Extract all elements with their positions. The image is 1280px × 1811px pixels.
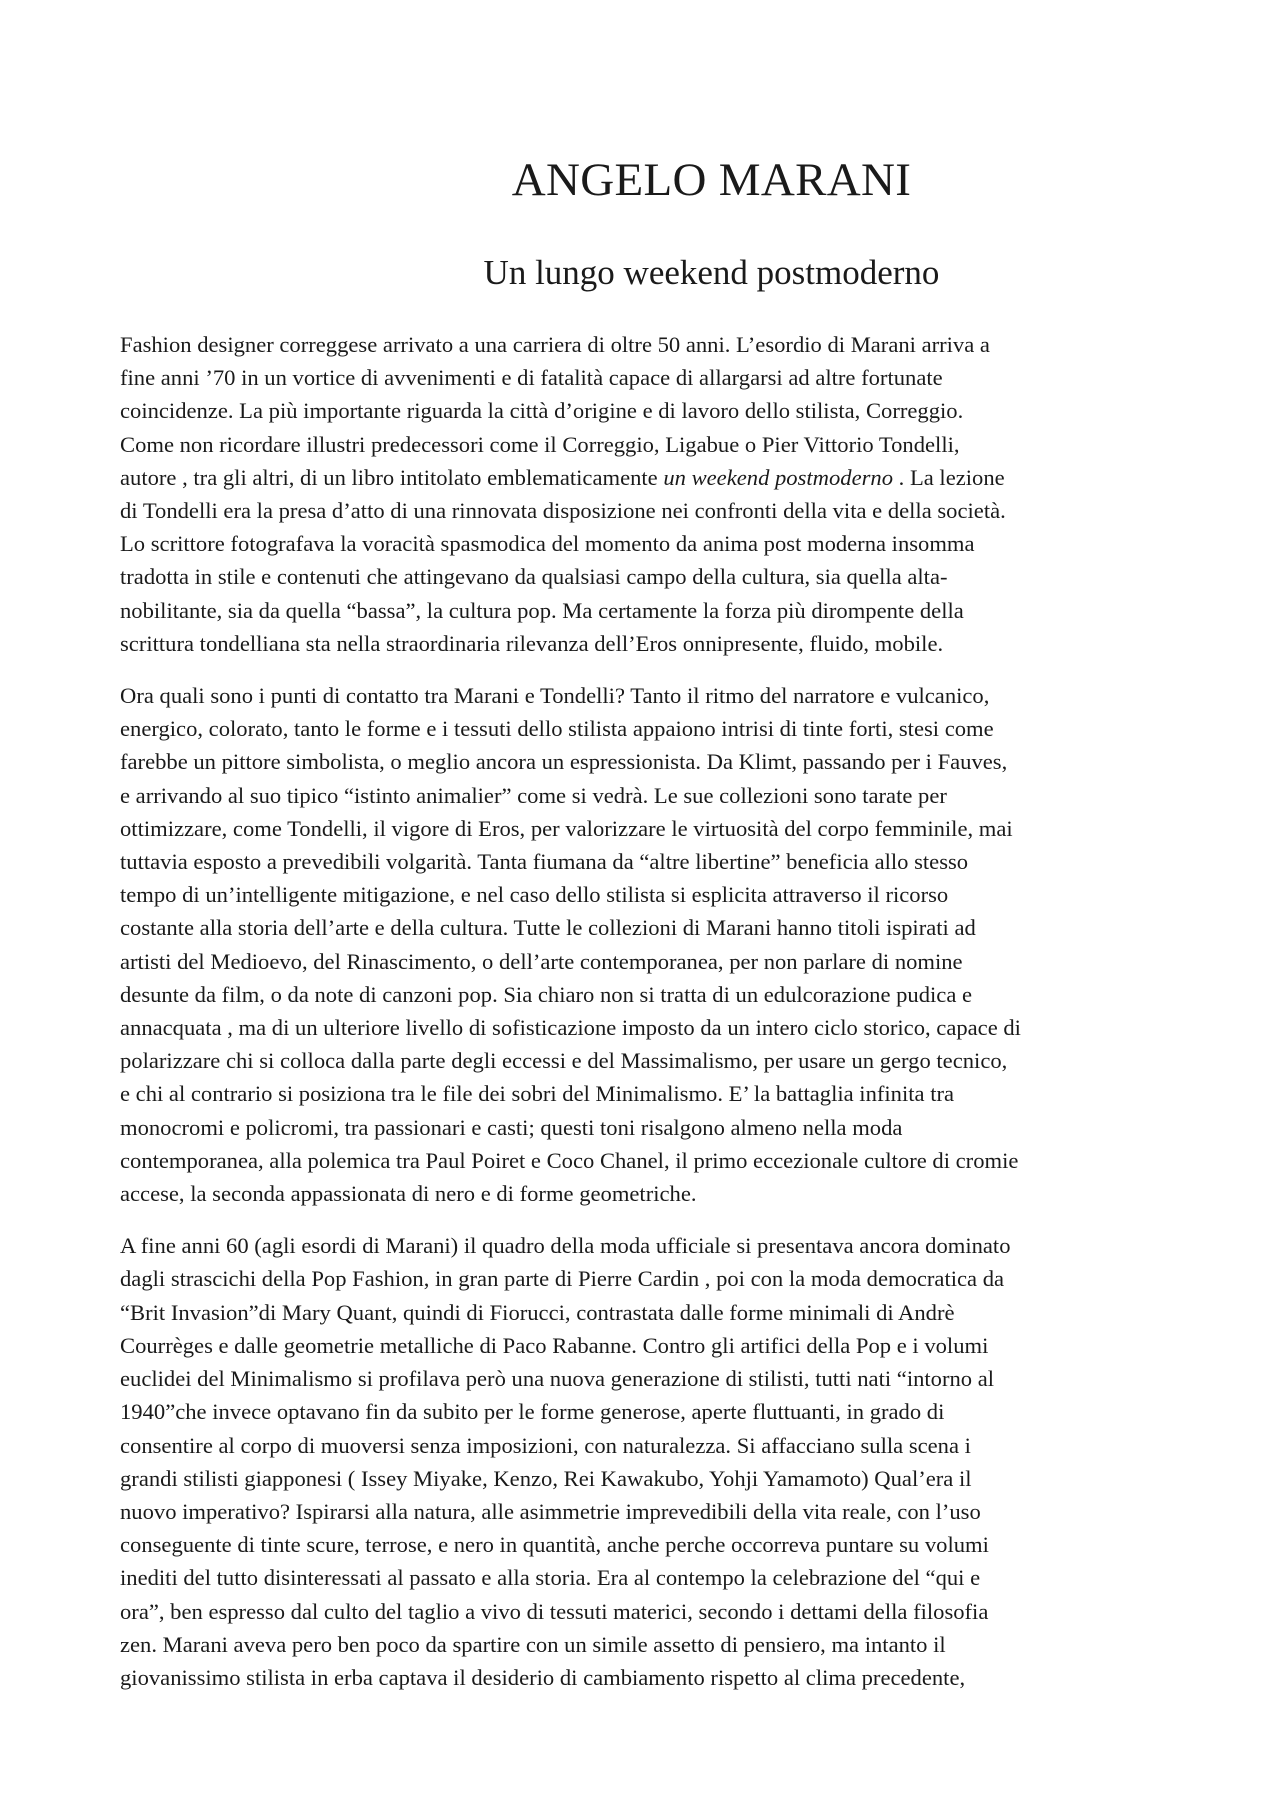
text-line: tempo di un’intelligente mitigazione, e nel caso dello stilista si esplicita attraverso il ricorso [120, 882, 949, 908]
text-line: scrittura tondelliana sta nella straordinaria rilevanza dell’Eros onnipresente, fluido, mobile. [120, 630, 944, 656]
text-line: nuovo imperativo? Ispirarsi alla natura, alle asimmetrie imprevedibili della vita reale, con l’uso [120, 1498, 981, 1524]
text-line: 1940”che invece optavano fin da subito per le forme generose, aperte fluttuanti, in grado di [120, 1399, 945, 1425]
text-line: costante alla storia dell’arte e della cultura. Tutte le collezioni di Marani hanno titoli ispirati ad [120, 915, 976, 941]
document-title: ANGELO MARANI [511, 154, 912, 206]
text-line: A fine anni 60 (agli esordi di Marani) il quadro della moda ufficiale si presentava ancora dominato [120, 1233, 1011, 1259]
article-body [120, 328, 1165, 1713]
text-line: Lo scrittore fotografava la voracità spasmodica del momento da anima post moderna insomma [120, 531, 975, 557]
text-line: grandi stilisti giapponesi ( Issey Miyake, Kenzo, Rei Kawakubo, Yohji Yamamoto) Qual’era il [120, 1465, 972, 1491]
text-line: ora”, ben espresso dal culto del taglio a vivo di tessuti materici, secondo i dettami della filosofia [120, 1598, 989, 1624]
text-line: energico, colorato, tanto le forme e i tessuti dello stilista appaiono intrisi di tinte forti, stesi come [120, 716, 994, 742]
text-line: desunte da film, o da note di canzoni pop. Sia chiaro non si tratta di un edulcorazione pudica e [120, 981, 973, 1007]
text-line: Fashion designer correggese arrivato a una carriera di oltre 50 anni. L’esordio di Marani arriva a [120, 332, 990, 357]
text-line: inediti del tutto disinteressati al passato e alla storia. Era al contempo la celebrazione del “qui e [120, 1565, 981, 1591]
text-line: ottimizzare, come Tondelli, il vigore di Eros, per valorizzare le virtuosità del corpo femminile, mai [120, 815, 1013, 841]
text-line: euclidei del Minimalismo si profilava però una nuova generazione di stilisti, tutti nati “intorno al [120, 1366, 995, 1392]
text-line: polarizzare chi si colloca dalla parte degli eccessi e del Massimalismo, per usare un gergo tecnico, [120, 1048, 1008, 1074]
document-subtitle: Un lungo weekend postmoderno [483, 253, 940, 292]
text-line: giovanissimo stilista in erba captava il desiderio di cambiamento rispetto al clima precedente, [120, 1664, 966, 1690]
text-line: fine anni ’70 in un vortice di avvenimenti e di fatalità capace di allargarsi ad altre fortunate [120, 365, 943, 391]
text-line: conseguente di tinte scure, terrose, e nero in quantità, anche perche occorreva puntare su volumi [120, 1532, 989, 1558]
text-line: e chi al contrario si posiziona tra le file dei sobri del Minimalismo. E’ la battaglia infinita tra [120, 1081, 955, 1107]
text-line: nobilitante, sia da quella “bassa”, la cultura pop. Ma certamente la forza più dirompente della [120, 597, 964, 623]
text-line: contemporanea, alla polemica tra Paul Poiret e Coco Chanel, il primo eccezionale cultore di cromie [120, 1147, 1019, 1173]
paragraph-3 [120, 1229, 1165, 1694]
text-line: di Tondelli era la presa d’atto di una rinnovata disposizione nei confronti della vita e della società. [120, 498, 1006, 524]
text-line: Come non ricordare illustri predecessori come il Correggio, Ligabue o Pier Vittorio Tondelli, [120, 431, 960, 457]
text-line: consentire al corpo di muoversi senza imposizioni, con naturalezza. Si affacciano sulla scena i [120, 1432, 971, 1458]
text-segment: . La lezione [893, 464, 1005, 490]
text-line: farebbe un pittore simbolista, o meglio ancora un espressionista. Da Klimt, passando per i Fauves, [120, 749, 1008, 775]
text-line: “Brit Invasion”di Mary Quant, quindi di Fiorucci, contrastata dalle forme minimali di Andrè [120, 1299, 955, 1325]
text-line-with-italic [120, 461, 1165, 494]
text-line: artisti del Medioevo, del Rinascimento, o dell’arte contemporanea, per non parlare di nomine [120, 948, 963, 974]
text-line: tuttavia esposto a prevedibili volgarità. Tanta fiumana da “altre libertine” beneficia allo stesso [120, 849, 969, 875]
text-line: zen. Marani aveva pero ben poco da spartire con un simile assetto di pensiero, ma intanto il [120, 1631, 946, 1657]
text-line: coincidenze. La più importante riguarda la città d’origine e di lavoro dello stilista, Correggio. [120, 398, 964, 424]
text-line: monocromi e policromi, tra passionari e casti; questi toni risalgono almeno nella moda [120, 1114, 903, 1140]
text-segment: autore , tra gli altri, di un libro intitolato emblematicamente [120, 464, 664, 490]
text-line: annacquata , ma di un ulteriore livello di sofisticazione imposto da un intero ciclo storico, capace di [120, 1015, 1021, 1041]
text-line: Ora quali sono i punti di contatto tra Marani e Tondelli? Tanto il ritmo del narratore e vulcanico, [120, 683, 990, 709]
paragraph-2 [120, 679, 1165, 1210]
book-title-italic: un weekend postmoderno [663, 464, 893, 490]
text-line: Courrèges e dalle geometrie metalliche di Paco Rabanne. Contro gli artifici della Pop e i volumi [120, 1332, 989, 1358]
text-line: e arrivando al suo tipico “istinto animalier” come si vedrà. Le sue collezioni sono tarate per [120, 782, 947, 808]
paragraph-1 [120, 328, 1165, 660]
text-line: tradotta in stile e contenuti che attingevano da qualsiasi campo della cultura, sia quella alta- [120, 564, 948, 590]
text-line: accese, la seconda appassionata di nero e di forme geometriche. [120, 1181, 697, 1207]
text-line: dagli strascichi della Pop Fashion, in gran parte di Pierre Cardin , poi con la moda democratica da [120, 1266, 1005, 1292]
